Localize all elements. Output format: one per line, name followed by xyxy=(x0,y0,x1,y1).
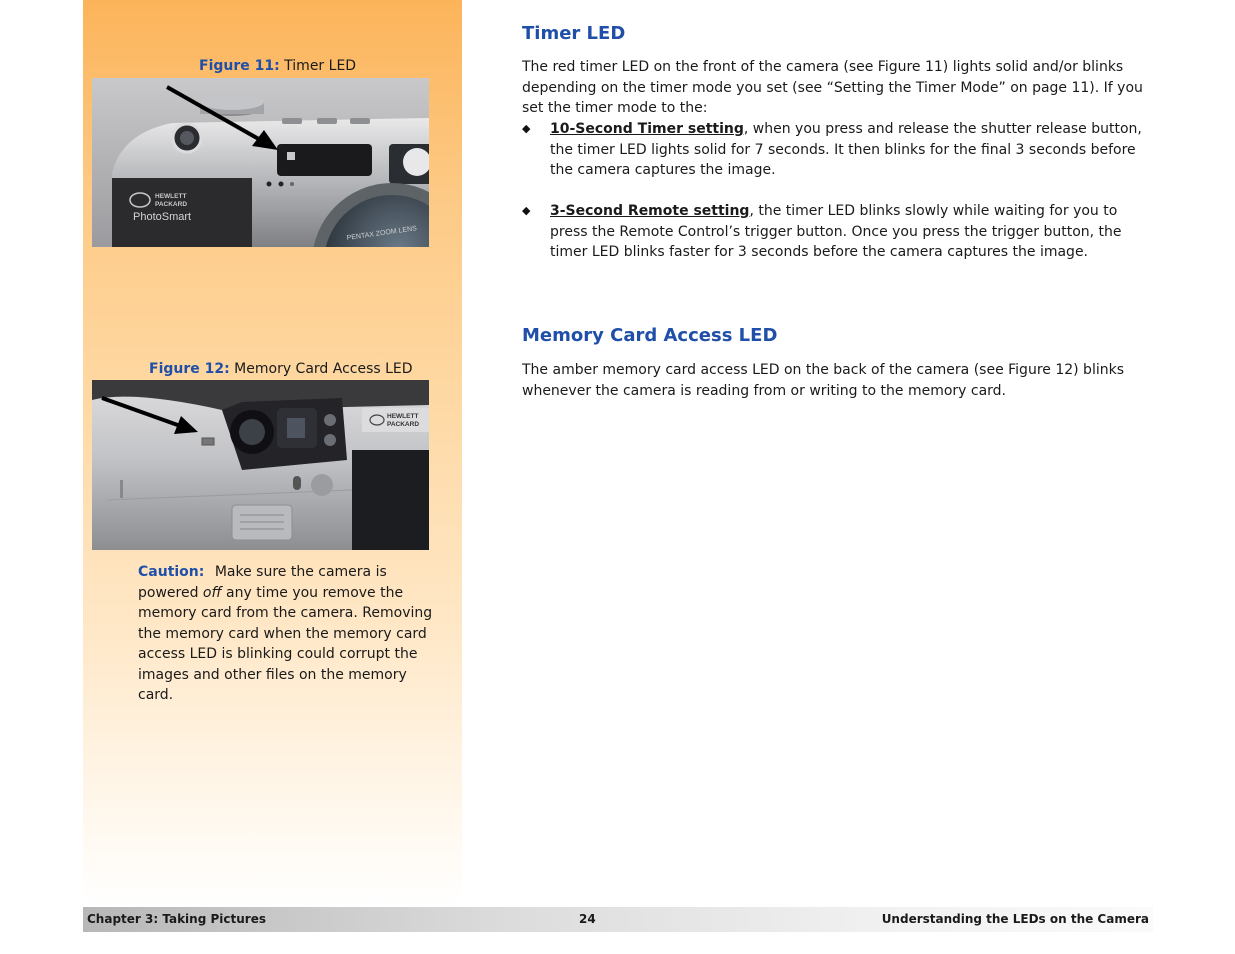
memory-card-led-text: The amber memory card access LED on the back of the camera (see Figure 12) blinks whenever the camera is reading from or writing to the memory card. xyxy=(522,362,1124,399)
photo11-model: PhotoSmart xyxy=(133,211,192,223)
bullet-1-term: 10-Second Timer setting xyxy=(550,121,744,137)
caution-text-after: any time you remove the memory card from the camera. Removing the memory card when the memory card access LED is blinking could corrupt the images and other files on the memory card. xyxy=(138,584,433,703)
timer-led-intro: The red timer LED on the front of the camera (see Figure 11) lights solid and/or blinks depending on the timer mode you set (see “Setting the Timer Mode” on page 11). If you set the timer mode to the: xyxy=(522,59,1143,116)
bullet-3-second-remote xyxy=(550,201,1154,263)
footer-chapter: Chapter 3: Taking Pictures xyxy=(87,912,266,926)
bullet-2-mark: ◆ xyxy=(522,204,531,217)
figure-11-label: Figure 11: xyxy=(199,58,280,74)
figure-12-caption xyxy=(149,361,413,377)
bullet-1-text: , when you press and release the shutter release button, the timer LED lights solid for 7 seconds. It then blinks for the final 3 seconds before the camera captures the image. xyxy=(550,121,1142,178)
bullet-10-second-timer xyxy=(550,119,1154,181)
timer-led-heading: Timer LED xyxy=(522,23,626,44)
bullet-2-text: , the timer LED blinks slowly while waiting for you to press the Remote Control’s trigger button. Once you press the trigger button, the timer LED blinks faster for 3 seconds before the camera captures the image. xyxy=(550,203,1122,260)
caution-label: Caution: xyxy=(138,564,205,580)
page-footer xyxy=(83,907,1153,932)
photo11-brand-line1: HEWLETT xyxy=(155,193,187,200)
figure-12-label: Figure 12: xyxy=(149,361,230,377)
photo11-lens-text: PENTAX ZOOM LENS xyxy=(346,225,418,242)
caution-note xyxy=(138,562,438,706)
footer-section: Understanding the LEDs on the Camera xyxy=(881,912,1149,926)
footer-page-number: 24 xyxy=(579,912,596,926)
photo11-brand-line2: PACKARD xyxy=(155,201,188,208)
photo12-brand-line1: HEWLETT xyxy=(387,413,419,420)
figure-11-caption xyxy=(199,58,356,74)
memory-card-led-heading: Memory Card Access LED xyxy=(522,325,778,346)
bullet-1-mark: ◆ xyxy=(522,122,531,135)
photo12-brand-line2: PACKARD xyxy=(387,421,420,428)
figure-12-title: Memory Card Access LED xyxy=(234,361,413,377)
caution-text-before: Make sure the camera is powered xyxy=(138,564,387,601)
memory-card-led-photo xyxy=(92,380,429,550)
figure-11-title: Timer LED xyxy=(284,58,357,74)
caution-emphasis: off xyxy=(202,584,222,601)
bullet-2-term: 3-Second Remote setting xyxy=(550,203,750,219)
timer-led-photo xyxy=(92,78,429,247)
